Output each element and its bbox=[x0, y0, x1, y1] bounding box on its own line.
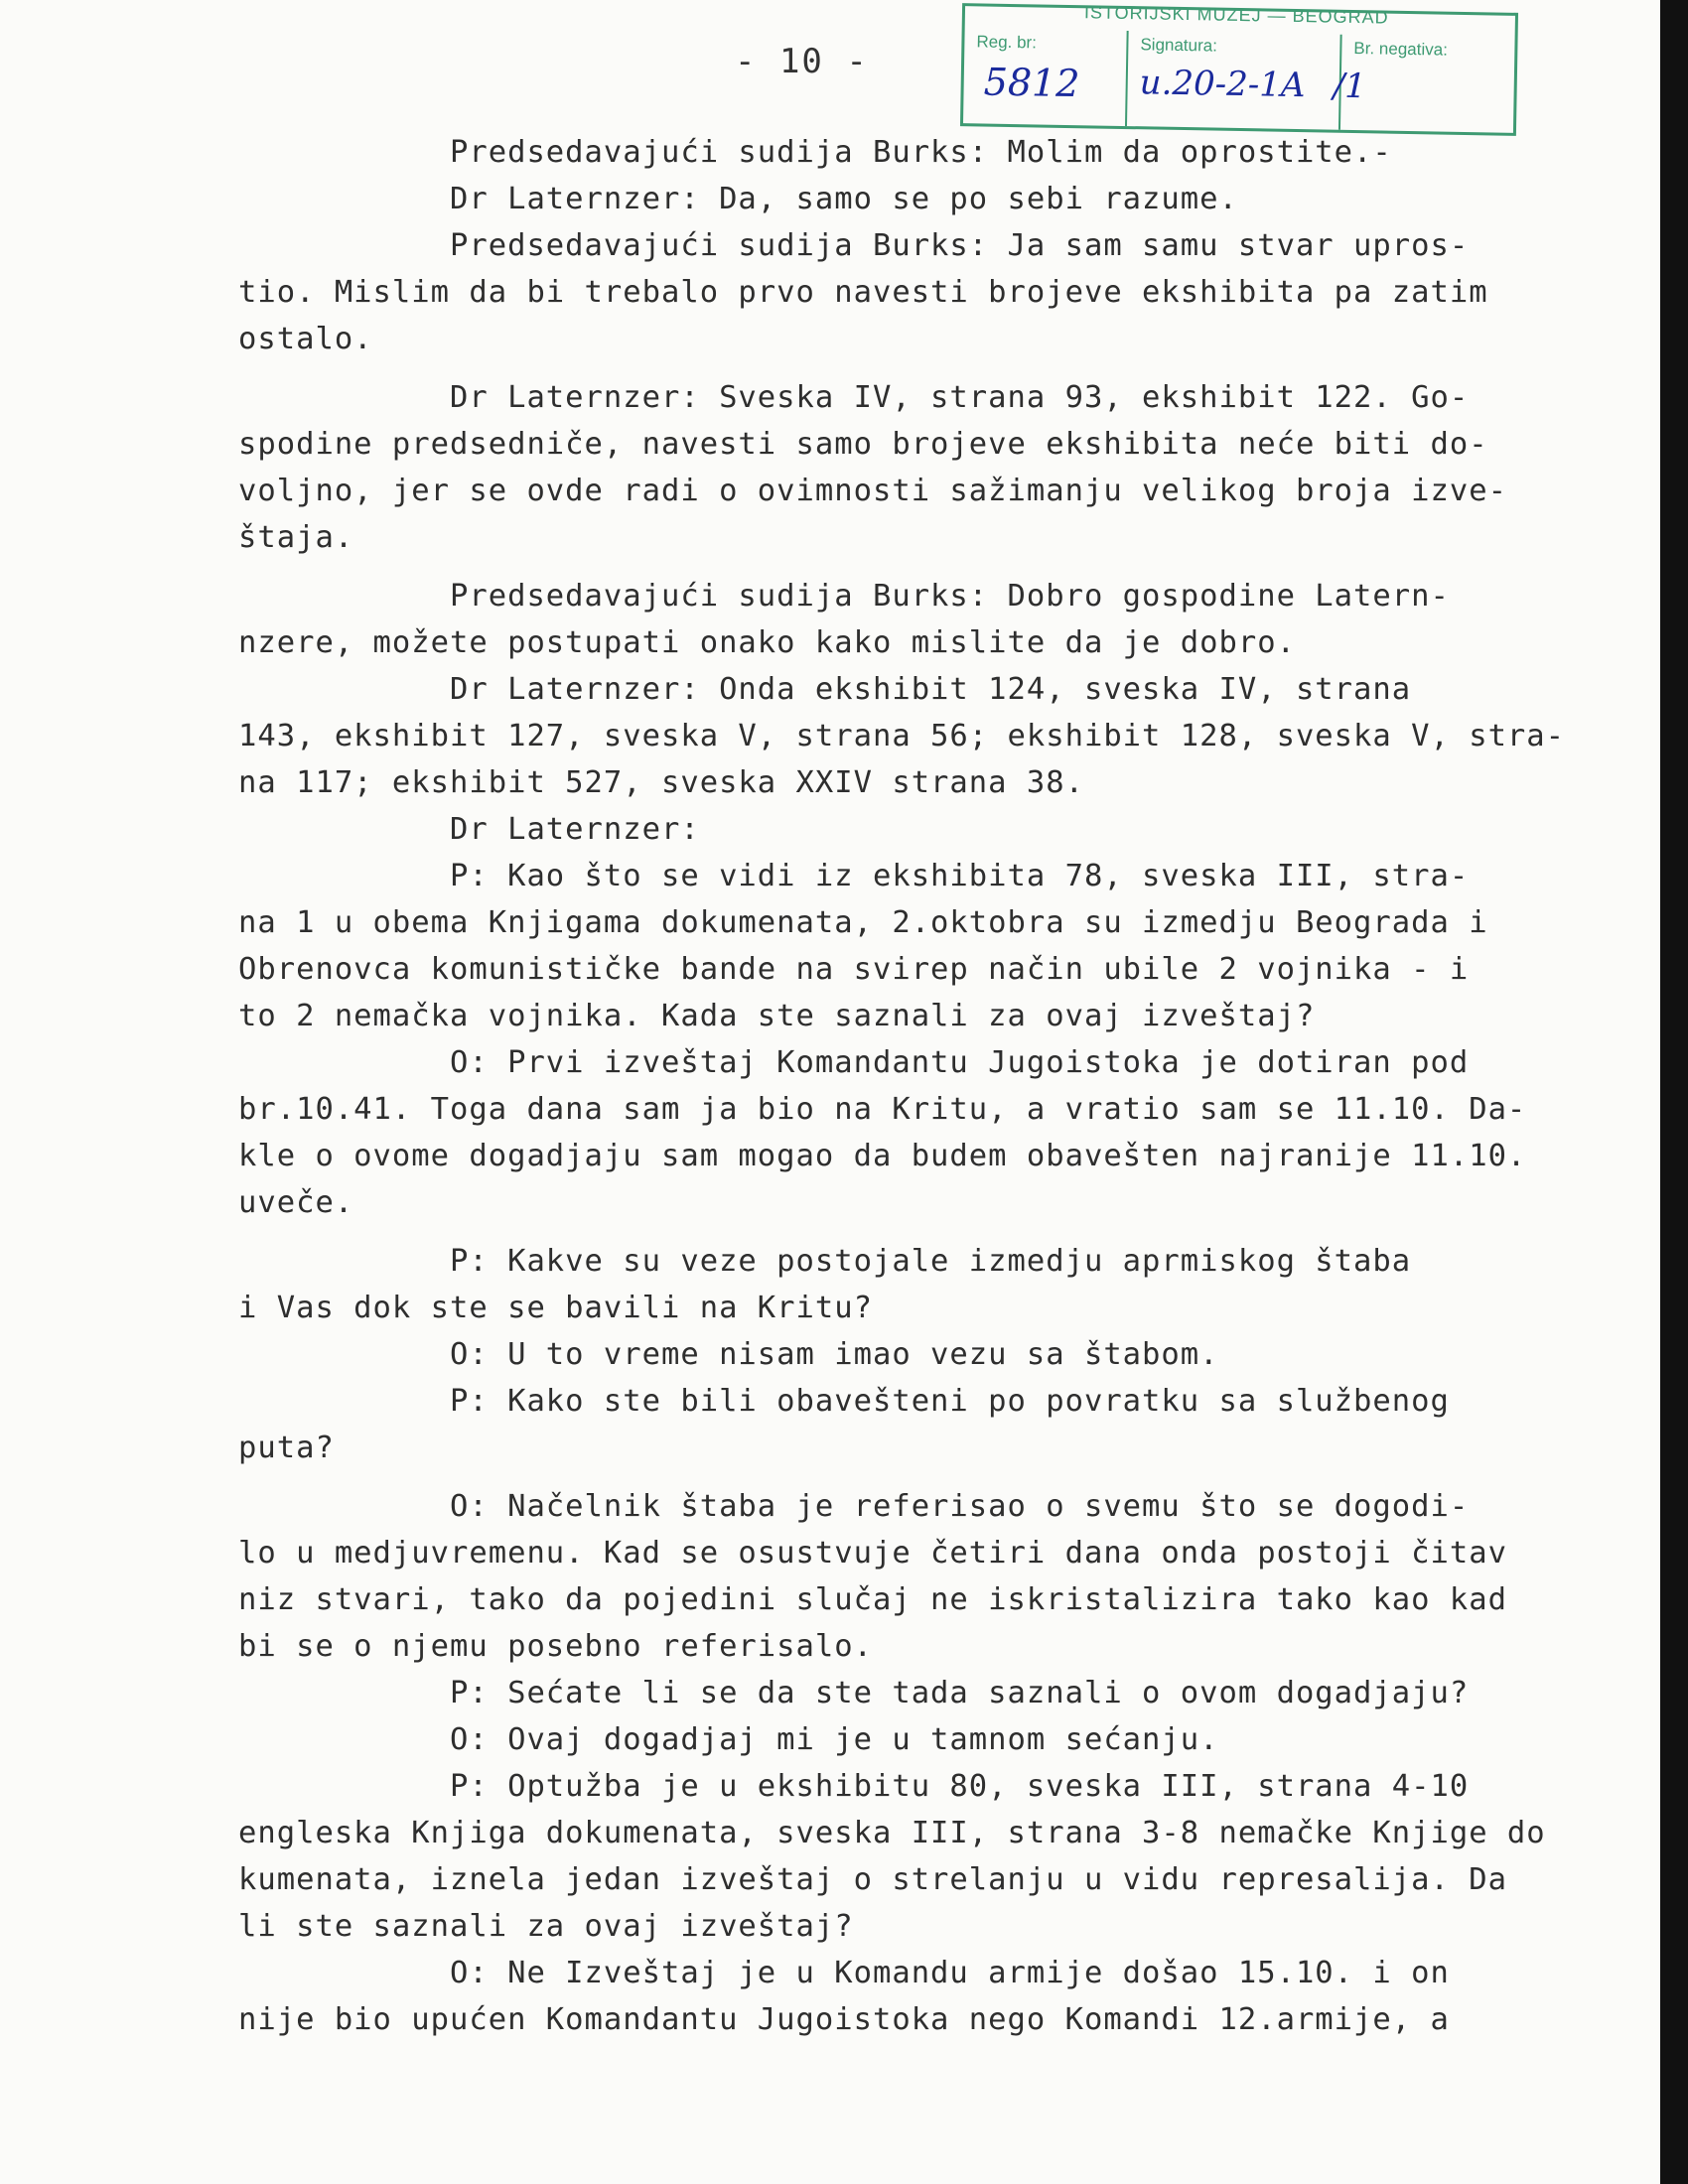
text-line: to 2 nemačka vojnika. Kada ste saznali za ovaj izveštaj? bbox=[238, 999, 1316, 1033]
text-line: nzere, možete postupati onako kako mislite da je dobro. bbox=[238, 625, 1296, 660]
text-line: i Vas dok ste se bavili na Kritu? bbox=[238, 1291, 873, 1325]
text-line: P: Sećate li se da ste tada saznali o ovom dogadjaju? bbox=[238, 1676, 1470, 1710]
text-line: tio. Mislim da bi trebalo prvo navesti brojeve ekshibita pa zatim bbox=[238, 275, 1488, 310]
stamp-signature-cell bbox=[1127, 31, 1342, 130]
page-number: - 10 - bbox=[735, 42, 869, 81]
text-line: niz stvari, tako da pojedini slučaj ne iskristalizira tako kao kad bbox=[238, 1582, 1507, 1617]
paragraph-gap bbox=[238, 1226, 1648, 1238]
text-line: na 1 u obema Knjigama dokumenata, 2.oktobra su izmedju Beograda i bbox=[238, 905, 1488, 940]
text-line: Obrenovca komunističke bande na svirep način ubile 2 vojnika - i bbox=[238, 952, 1470, 987]
paragraph-gap bbox=[238, 561, 1648, 573]
transcript-body bbox=[238, 129, 1648, 2043]
text-line: Predsedavajući sudija Burks: Ja sam samu stvar upros- bbox=[238, 228, 1470, 263]
text-line: engleska Knjiga dokumenata, sveska III, strana 3-8 nemačke Knjige do bbox=[238, 1816, 1546, 1850]
text-line: na 117; ekshibit 527, sveska XXIV strana 38. bbox=[238, 765, 1084, 800]
text-line: P: Kao što se vidi iz ekshibita 78, sveska III, stra- bbox=[238, 859, 1470, 893]
text-line: kumenata, iznela jedan izveštaj o strelanju u vidu represalija. Da bbox=[238, 1862, 1507, 1897]
text-line: br.10.41. Toga dana sam ja bio na Kritu, a vratio sam se 11.10. Da- bbox=[238, 1092, 1527, 1127]
text-line: Predsedavajući sudija Burks: Dobro gospodine Latern- bbox=[238, 579, 1450, 614]
text-line: Dr Laternzer: Da, samo se po sebi razume. bbox=[238, 182, 1238, 216]
paragraph-gap bbox=[238, 362, 1648, 374]
text-line: li ste saznali za ovaj izveštaj? bbox=[238, 1909, 854, 1944]
stamp-reg-label: Reg. br: bbox=[976, 32, 1038, 53]
archive-stamp bbox=[960, 3, 1518, 136]
stamp-negative-cell bbox=[1333, 35, 1515, 133]
text-line: O: Načelnik štaba je referisao o svemu što se dogodi- bbox=[238, 1489, 1470, 1524]
stamp-title: ISTORIJSKI MUZEJ — BEOGRAD bbox=[1083, 2, 1389, 28]
stamp-negative-value: /1 bbox=[1333, 66, 1367, 107]
text-line: Predsedavajući sudija Burks: Molim da oprostite.- bbox=[238, 135, 1392, 170]
text-line: bi se o njemu posebno referisalo. bbox=[238, 1629, 873, 1664]
text-line: P: Kako ste bili obavešteni po povratku sa službenog bbox=[238, 1384, 1450, 1419]
text-line: spodine predsedniče, navesti samo brojeve ekshibita neće biti do- bbox=[238, 427, 1488, 462]
text-line: O: Prvi izveštaj Komandantu Jugoistoka je dotiran pod bbox=[238, 1045, 1470, 1080]
stamp-reg-value: 5812 bbox=[983, 60, 1080, 106]
text-line: O: Ne Izveštaj je u Komandu armije došao 15.10. i on bbox=[238, 1956, 1450, 1990]
text-line: 143, ekshibit 127, sveska V, strana 56; ekshibit 128, sveska V, stra- bbox=[238, 719, 1566, 753]
text-line: ostalo. bbox=[238, 322, 373, 356]
text-line: štaja. bbox=[238, 520, 354, 555]
stamp-signature-value: u.20-2-1A bbox=[1139, 63, 1306, 106]
text-line: kle o ovome dogadjaju sam mogao da budem obavešten najranije 11.10. bbox=[238, 1139, 1527, 1173]
scan-edge bbox=[1660, 0, 1688, 2184]
stamp-negative-label: Br. negativa: bbox=[1353, 39, 1449, 60]
text-line: P: Kakve su veze postojale izmedju aprmiskog štaba bbox=[238, 1244, 1412, 1279]
paragraph-gap bbox=[238, 1471, 1648, 1483]
text-line: puta? bbox=[238, 1431, 335, 1465]
text-line: P: Optužba je u ekshibitu 80, sveska III, strana 4-10 bbox=[238, 1769, 1470, 1804]
text-line: lo u medjuvremenu. Kad se osustvuje četiri dana onda postoji čitav bbox=[238, 1536, 1507, 1570]
text-line: uveče. bbox=[238, 1185, 354, 1220]
text-line: Dr Laternzer: Sveska IV, strana 93, ekshibit 122. Go- bbox=[238, 380, 1470, 415]
text-line: O: U to vreme nisam imao vezu sa štabom. bbox=[238, 1337, 1219, 1372]
text-line: O: Ovaj dogadjaj mi je u tamnom sećanju. bbox=[238, 1722, 1219, 1757]
text-line: voljno, jer se ovde radi o ovimnosti sažimanju velikog broja izve- bbox=[238, 474, 1507, 508]
text-line: Dr Laternzer: Onda ekshibit 124, sveska IV, strana bbox=[238, 672, 1412, 707]
stamp-signature-label: Signatura: bbox=[1140, 35, 1218, 56]
text-line: nije bio upućen Komandantu Jugoistoka nego Komandi 12.armije, a bbox=[238, 2002, 1450, 2037]
text-line: Dr Laternzer: bbox=[238, 812, 700, 847]
stamp-reg-cell bbox=[963, 28, 1129, 126]
